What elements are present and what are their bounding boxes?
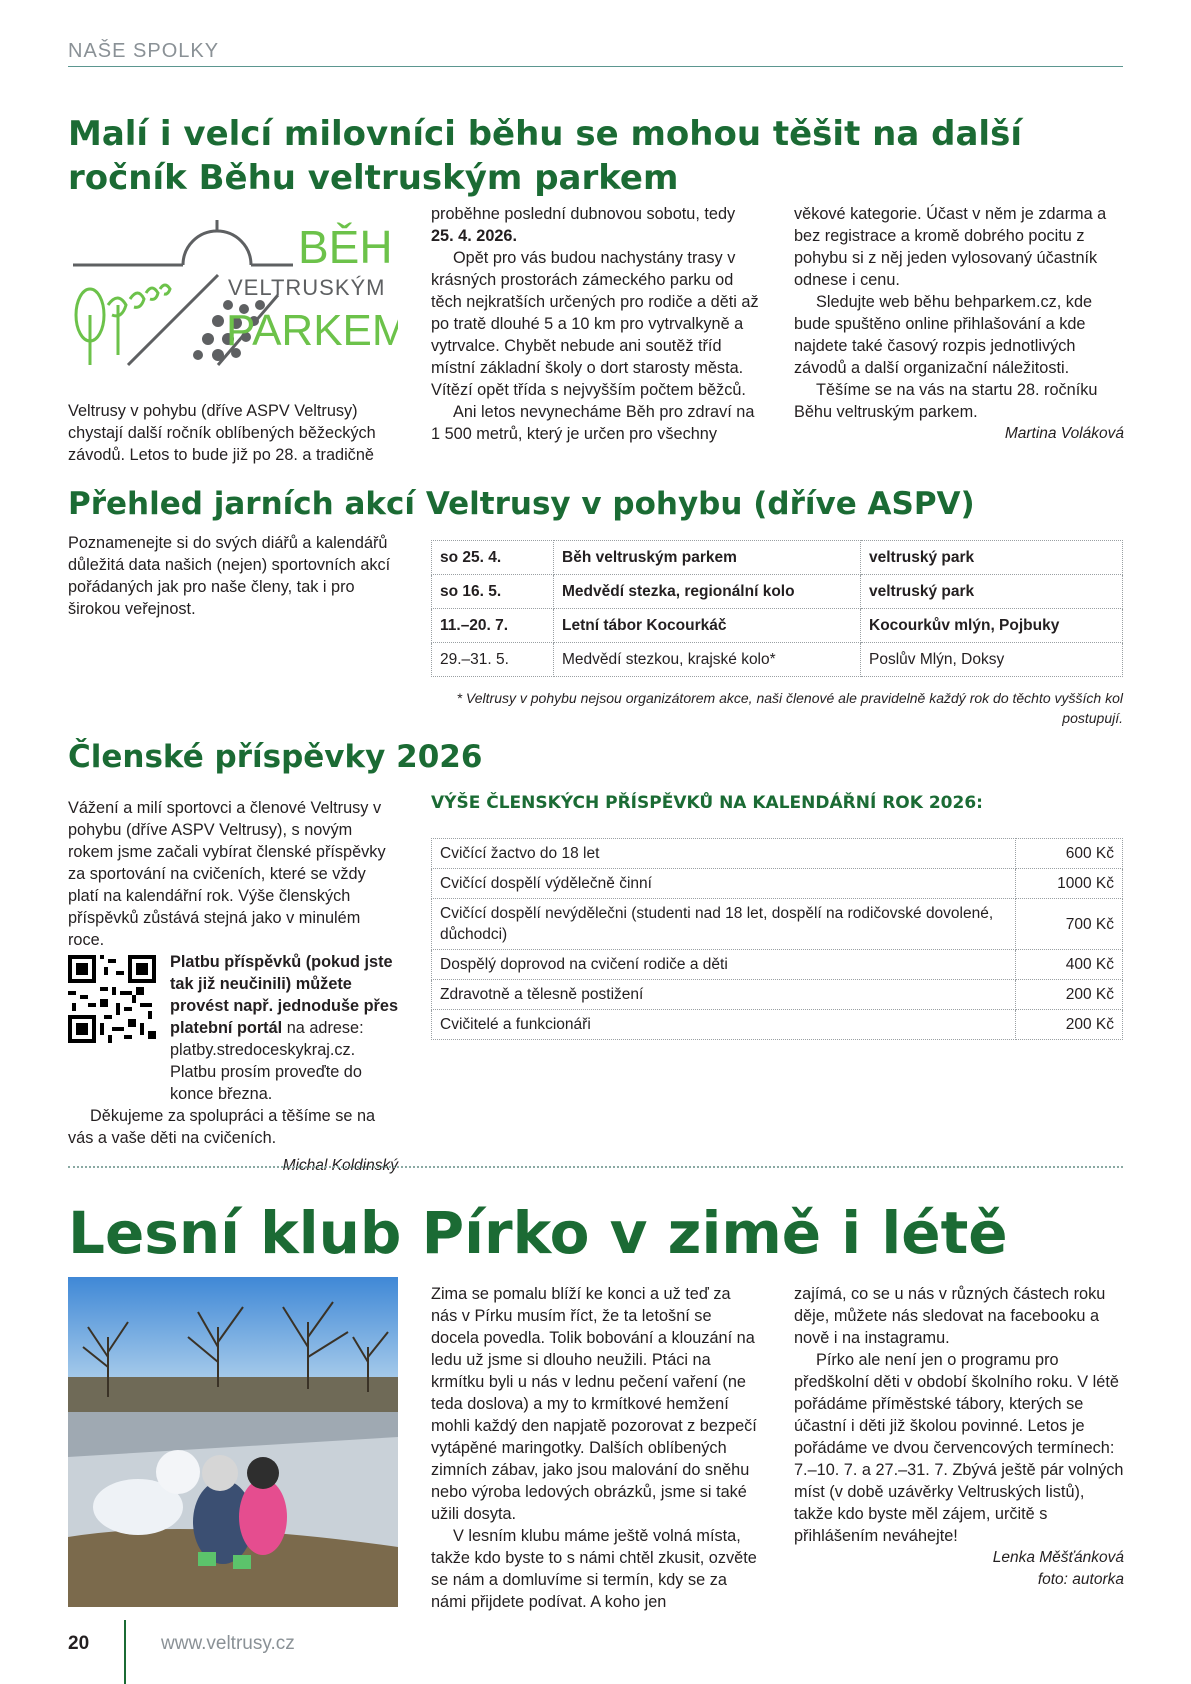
event-row [432, 643, 1123, 677]
beh-col3-p3: Těšíme se na vás na startu 28. ročníku Běhu veltruským parkem. [794, 381, 1098, 421]
footer-divider [124, 1620, 126, 1684]
fee-amount: 600 Kč [1016, 839, 1123, 869]
qr-code [68, 955, 160, 1047]
beh-col2-p2: Opět pro vás budou nachystány trasy v krásných prostorách zámeckého parku od těch nejkratších určených pro rodiče a děti až po tratě dlouhé 5 a 10 km pro vytrvalkyně a vytrvalce. Chybět nebude ani soutěž tříd místní základní školy o dort starosty města. Vítězí opět třída s nejvyšším počtem běžců. [431, 249, 759, 399]
prispevky-p3: Děkujeme za spolupráci a těšíme se na vás a vaše děti na cvičeních. [68, 1107, 376, 1147]
prispevky-p2-bold: Platbu příspěvků (pokud jste tak již neučinili) můžete provést např. jednoduše přes platební portál [170, 953, 398, 1037]
fee-label: Cvičící dospělí výdělečně činní [432, 869, 1016, 899]
event-name: Běh veltruským parkem [554, 541, 861, 575]
fee-amount: 200 Kč [1016, 980, 1123, 1010]
prispevky-p2-rest: na adrese: platby.stredoceskykraj.cz. Platbu prosím proveďte do konce března. [170, 1019, 364, 1103]
page-number: 20 [68, 1633, 90, 1654]
beh-logo-graphic [68, 215, 398, 380]
event-date: so 25. 4. [432, 541, 554, 575]
prehled-intro: Poznamenejte si do svých diářů a kalendářů důležitá data našich (nejen) sportovních akcí pořádaných jak pro naše členy, tak i pro širokou veřejnost. [68, 534, 391, 618]
beh-col3-p2: Sledujte web běhu behparkem.cz, kde bude spuštěno online přihlašování a kde najdete také časový rozpis jednotlivých závodů a další organizační náležitosti. [794, 293, 1093, 377]
beh-col2-p1: proběhne poslední dubnovou sobotu, tedy [431, 205, 736, 223]
fee-row [432, 950, 1123, 980]
beh-col2-p3: Ani letos nevynecháme Běh pro zdraví na 1 500 metrů, který je určen pro všechny [431, 403, 755, 443]
event-row [432, 609, 1123, 643]
events-table [431, 540, 1123, 677]
fee-row [432, 899, 1123, 950]
pirko-col3-p1: zajímá, co se u nás v různých částech roku děje, můžete nás sledovat na facebooku a nově i na instagramu. [794, 1285, 1106, 1347]
event-place: veltruský park [861, 575, 1123, 609]
prispevky-qr-block [68, 951, 398, 1105]
pirko-col3-p2: Pírko ale není jen o programu pro předškolní děti v období školního roku. V létě pořádáme příměstské tábory, kterých se účastní i děti již školou povinné. Letos je pořádáme ve dvou červencových termínech: 7.–10. 7. a 27.–31. 7. Zbývá ještě pár volných míst (v době uzávěrky Veltruských listů), takže kdo byste měl zájem, určitě s přihlášením neváhejte! [794, 1351, 1124, 1545]
fee-label: Cvičící žactvo do 18 let [432, 839, 1016, 869]
event-row [432, 575, 1123, 609]
event-date: so 16. 5. [432, 575, 554, 609]
pirko-photo-graphic [68, 1277, 398, 1607]
svg-text:BĚH: BĚH [298, 221, 393, 273]
svg-text:PARKEM: PARKEM [226, 306, 398, 355]
fee-amount: 700 Kč [1016, 899, 1123, 950]
pirko-col2-p2: V lesním klubu máme ještě volná místa, takže kdo byste to s námi chtěl zkusit, ozvěte se nám a domluvíme si termín, kdy se za námi přijdete podívat. A koho jen [431, 1527, 757, 1611]
svg-text:VELTRUSKÝM: VELTRUSKÝM [228, 275, 386, 300]
fee-label: Cvičící dospělí nevýdělečni (studenti nad 18 let, dospělí na rodičovské dovolené, důchodci) [432, 899, 1016, 950]
prispevky-p1: Vážení a milí sportovci a členové Veltrusy v pohybu (dříve ASPV Veltrusy), s novým rokem jsme začali vybírat členské příspěvky za sportování na cvičeních, které se vždy platí na kalendářní rok. Výše členských příspěvků zůstává stejná jako v minulém roce. [68, 799, 386, 949]
beh-col3-p1: věkové kategorie. Účast v něm je zdarma a bez registrace a kromě dobrého pocitu z pohybu si z něj jeden vylosovaný účastník odnese i cenu. [794, 205, 1107, 289]
beh-date: 25. 4. 2026. [431, 227, 518, 245]
pirko-col3 [794, 1283, 1124, 1591]
event-name: Letní tábor Kocourkáč [554, 609, 861, 643]
fee-amount: 1000 Kč [1016, 869, 1123, 899]
fees-heading: VÝŠE ČLENSKÝCH PŘÍSPĚVKŮ NA KALENDÁŘNÍ ROK 2026: [431, 793, 983, 813]
fee-row [432, 869, 1123, 899]
fees-table-wrap [431, 838, 1123, 1040]
beh-col1: Veltrusy v pohybu (dříve ASPV Veltrusy) chystají další ročník oblíbených běžeckých závodů. Letos to bude již po 28. a tradičně [68, 402, 376, 464]
events-table-wrap [431, 540, 1123, 677]
beh-logo [68, 215, 398, 380]
events-footnote: * Veltrusy v pohybu nejsou organizátorem akce, naši členové ale pravidelně každý rok do těchto vyšších kol postupují. [456, 690, 1123, 726]
prispevky-text [68, 797, 398, 1177]
pirko-photo [68, 1277, 398, 1607]
article-title-beh: Malí i velcí milovníci běhu se mohou těšit na další ročník Běhu veltruským parkem [68, 114, 1022, 198]
fee-row [432, 839, 1123, 869]
qr-code-graphic [68, 955, 156, 1043]
fee-label: Zdravotně a tělesně postižení [432, 980, 1016, 1010]
prispevky-author: Michal Koldinský [282, 1157, 398, 1174]
fee-label: Cvičitelé a funkcionáři [432, 1010, 1016, 1040]
fee-row [432, 1010, 1123, 1040]
fee-row [432, 980, 1123, 1010]
fees-table [431, 838, 1123, 1040]
section-divider [68, 1166, 1123, 1168]
header-rule [68, 66, 1123, 67]
pirko-col2 [431, 1283, 761, 1613]
beh-col3 [794, 203, 1124, 445]
beh-col2 [431, 203, 761, 445]
fee-amount: 200 Kč [1016, 1010, 1123, 1040]
event-row [432, 541, 1123, 575]
event-date: 29.–31. 5. [432, 643, 554, 677]
article-title-prispevky: Členské příspěvky 2026 [68, 739, 483, 775]
pirko-author: Lenka Měšťánková [992, 1549, 1124, 1566]
article-title-prehled: Přehled jarních akcí Veltrusy v pohybu (dříve ASPV) [68, 486, 975, 522]
event-place: Kocourkův mlýn, Pojbuky [861, 609, 1123, 643]
event-date: 11.–20. 7. [432, 609, 554, 643]
article-title-pirko: Lesní klub Pírko v zimě i létě [68, 1199, 1008, 1267]
event-name: Medvědí stezka, regionální kolo [554, 575, 861, 609]
section-label: NAŠE SPOLKY [68, 40, 220, 62]
fee-label: Dospělý doprovod na cvičení rodiče a děti [432, 950, 1016, 980]
prispevky-p2 [170, 951, 398, 1105]
fee-amount: 400 Kč [1016, 950, 1123, 980]
footer-website-link[interactable]: www.veltrusy.cz [161, 1633, 295, 1654]
event-name: Medvědí stezkou, krajské kolo* [554, 643, 861, 677]
pirko-photo-credit: foto: autorka [1037, 1571, 1124, 1588]
beh-author: Martina Voláková [1004, 425, 1124, 442]
event-place: Poslův Mlýn, Doksy [861, 643, 1123, 677]
pirko-col2-p1: Zima se pomalu blíží ke konci a už teď za nás v Pírku musím říct, že ta letošní se docela povedla. Tolik bobování a klouzání na ledu už jsme si dlouho neužili. Ptáci na krmítku byli u nás v lednu pečení vaření (ne teda doslova) a my to krmítkové hemžení mohli každý den napjatě pozorovat z bezpečí vytápěné maringotky. Dalších oblíbených zimních zábav, jako jsou malování do sněhu nebo výroba ledových obrázků, jsme si také užili dosyta. [431, 1285, 757, 1523]
event-place: veltruský park [861, 541, 1123, 575]
